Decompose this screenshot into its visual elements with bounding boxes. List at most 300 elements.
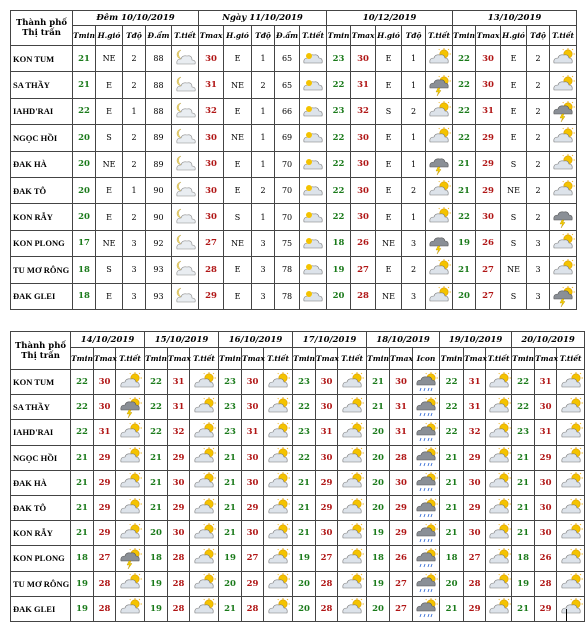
partly-sunny-icon [338,372,366,393]
value-cell: 32 [464,420,486,445]
value-cell: 22 [453,98,476,124]
value-cell: 22 [440,395,464,420]
value-cell: 1 [123,98,146,124]
value-cell: 30 [242,470,264,495]
value-cell: 23 [512,420,535,445]
value-cell: 66 [275,98,300,124]
value-cell: 20 [73,151,96,177]
weather-cell [300,204,327,230]
cloudy-icon [300,127,326,148]
value-cell: E [501,98,527,124]
weather-cell [116,546,145,571]
weather-cell [172,204,199,230]
value-cell: 21 [219,495,242,520]
table-row [11,283,577,309]
table-row [11,204,577,230]
value-cell: 1 [252,98,275,124]
value-cell: 21 [512,596,535,621]
column-header: Tmax [390,348,413,370]
value-cell: 30 [242,445,264,470]
cloudy-icon [300,286,326,307]
value-cell: 1 [252,151,275,177]
value-cell: 29 [94,495,116,520]
weather-cell [550,257,577,283]
value-cell: 22 [145,420,168,445]
value-cell: 21 [219,445,242,470]
weather-cell [300,98,327,124]
value-cell: 31 [199,72,224,98]
weather-cell [550,46,577,72]
column-header: Tmin [73,26,96,46]
value-cell: 21 [71,495,94,520]
weather-cell [557,470,585,495]
value-cell: 30 [535,495,557,520]
column-header: T.tiết [550,26,577,46]
value-cell: 21 [440,495,464,520]
table-row [11,395,585,420]
day-header: Ngày 11/10/2019 [199,11,327,26]
value-cell: 27 [94,546,116,571]
value-cell: 30 [464,470,486,495]
weather-cell [486,546,512,571]
partly-sunny-icon [557,447,584,468]
value-cell: 30 [316,445,338,470]
weather-cell [486,571,512,596]
partly-sunny-icon [338,498,366,519]
value-cell: 78 [275,257,300,283]
value-cell: 1 [402,125,426,151]
weather-cell [426,257,453,283]
value-cell: 22 [71,420,94,445]
partly-sunny-icon [486,498,511,519]
value-cell: S [501,230,527,256]
partly-sunny-icon [550,75,576,96]
partly-sunny-icon [550,127,576,148]
value-cell: 3 [527,283,550,309]
city-name: KON RẪY [11,521,71,546]
value-cell: 92 [146,230,172,256]
value-cell: 27 [390,571,413,596]
value-cell: 21 [367,370,390,395]
city-name: IAHD'RAI [11,98,73,124]
column-header: Tmax [199,26,224,46]
night-cloud-icon [172,259,198,280]
weather-cell [264,445,293,470]
value-cell: NE [501,257,527,283]
header-city-label [11,332,71,370]
night-cloud-icon [172,233,198,254]
table-row [11,98,577,124]
value-cell: 1 [252,204,275,230]
column-header: Tmin [327,26,351,46]
value-cell: 22 [327,151,351,177]
value-cell: 22 [453,72,476,98]
cloudy-icon [300,101,326,122]
value-cell: NE [376,230,402,256]
weather-cell [486,495,512,520]
value-cell: E [376,151,402,177]
column-header: Tđộ [527,26,550,46]
value-cell: 29 [476,125,501,151]
weather-cell [338,571,367,596]
partly-sunny-icon [116,598,144,619]
column-header: Tmax [168,348,190,370]
value-cell: E [376,125,402,151]
city-name: KON RẪY [11,204,73,230]
value-cell: 19 [219,546,242,571]
night-cloud-icon [172,75,198,96]
value-cell: 28 [94,571,116,596]
value-cell: 29 [316,495,338,520]
value-cell: 22 [145,395,168,420]
column-header: T.tiết [486,348,512,370]
partly-sunny-icon [426,101,452,122]
weather-cell [426,98,453,124]
weather-cell [426,177,453,203]
table-row [11,125,577,151]
weather-cell [264,596,293,621]
weather-cell [338,420,367,445]
value-cell: 20 [73,125,96,151]
partly-sunny-icon [190,422,218,443]
weather-cell [300,151,327,177]
weather-cell [486,596,512,621]
value-cell: S [501,151,527,177]
value-cell: 22 [73,98,96,124]
value-cell: 3 [402,283,426,309]
value-cell: 30 [535,470,557,495]
weather-cell [190,445,219,470]
value-cell: 89 [146,125,172,151]
partly-sunny-icon [264,422,292,443]
weather-cell [116,370,145,395]
column-header: H.gió [376,26,402,46]
weather-cell [172,98,199,124]
weather-cell [172,230,199,256]
value-cell: S [501,204,527,230]
value-cell: S [224,204,252,230]
value-cell: 30 [476,204,501,230]
value-cell: E [96,177,123,203]
value-cell: 29 [242,571,264,596]
day-header: Đêm 10/10/2019 [73,11,199,26]
partly-sunny-icon [190,447,218,468]
weather-cell [190,546,219,571]
value-cell: 29 [168,495,190,520]
value-cell: E [501,125,527,151]
weather-cell [116,445,145,470]
value-cell: 21 [512,521,535,546]
value-cell: 2 [402,257,426,283]
value-cell: 2 [252,72,275,98]
weather-cell [172,72,199,98]
day-header: 17/10/2019 [293,332,367,348]
header-city-line2: Thị trấn [22,28,61,38]
rain-shower-icon [413,447,439,468]
value-cell: 21 [440,470,464,495]
value-cell: 22 [327,125,351,151]
value-cell: E [376,204,402,230]
value-cell: 31 [535,420,557,445]
partly-sunny-icon [190,598,218,619]
cloudy-icon [300,75,326,96]
value-cell: 29 [390,495,413,520]
value-cell: 28 [168,596,190,621]
weather-cell [264,370,293,395]
column-header: Tmax [351,26,376,46]
value-cell: 3 [123,283,146,309]
day-header: 10/12/2019 [327,11,453,26]
value-cell: 89 [146,151,172,177]
column-header: Icon [413,348,440,370]
table-row [11,596,585,621]
value-cell: 29 [199,283,224,309]
weather-cell [426,230,453,256]
value-cell: 21 [293,495,316,520]
value-cell: 30 [316,521,338,546]
table-row [11,72,577,98]
column-header: Tmax [94,348,116,370]
column-header: Tmin [453,26,476,46]
value-cell: 28 [390,445,413,470]
weather-cell [413,546,440,571]
value-cell: 29 [535,596,557,621]
value-cell: 29 [94,521,116,546]
value-cell: 28 [464,571,486,596]
weather-cell [413,470,440,495]
value-cell: 3 [527,230,550,256]
value-cell: E [96,283,123,309]
value-cell: 20 [73,204,96,230]
value-cell: 1 [402,151,426,177]
weather-cell [264,395,293,420]
weather-cell [116,420,145,445]
value-cell: S [96,125,123,151]
value-cell: 31 [316,420,338,445]
weather-cell [486,521,512,546]
weather-cell [300,283,327,309]
thunderstorm-sun-icon [116,397,144,418]
partly-sunny-icon [116,498,144,519]
weather-cell [264,571,293,596]
weather-cell [426,151,453,177]
day-header: 13/10/2019 [453,11,577,26]
rain-shower-icon [413,548,439,569]
header-city-line2: Thị trấn [21,350,60,361]
partly-sunny-icon [550,259,576,280]
weather-cell [190,395,219,420]
weather-cell [557,370,585,395]
value-cell: 2 [123,46,146,72]
city-name: NGỌC HỒI [11,445,71,470]
value-cell: 30 [316,370,338,395]
value-cell: 28 [316,571,338,596]
value-cell: 28 [351,283,376,309]
city-name: ĐAK GLEI [11,283,73,309]
thunderstorm-sun-icon [426,75,452,96]
value-cell: NE [96,46,123,72]
value-cell: 21 [512,445,535,470]
weather-cell [190,420,219,445]
cloudy-icon [300,233,326,254]
column-header: T.tiết [426,26,453,46]
value-cell: E [224,46,252,72]
city-name: ĐAK HÀ [11,151,73,177]
forecast-table-2 [10,331,585,622]
partly-sunny-icon [486,372,511,393]
value-cell: 93 [146,283,172,309]
weather-cell [557,445,585,470]
weather-cell [300,257,327,283]
partly-sunny-icon [550,154,576,175]
value-cell: 2 [123,72,146,98]
weather-cell [338,445,367,470]
value-cell: 29 [94,445,116,470]
value-cell: E [376,46,402,72]
text-cursor [566,609,567,621]
value-cell: 3 [527,257,550,283]
value-cell: NE [224,230,252,256]
value-cell: E [501,46,527,72]
table-row [11,470,585,495]
city-name: ĐAK GLEI [11,596,71,621]
value-cell: 18 [512,546,535,571]
partly-sunny-icon [116,472,144,493]
rain-shower-icon [413,372,439,393]
value-cell: NE [224,72,252,98]
value-cell: 28 [168,571,190,596]
weather-cell [550,230,577,256]
value-cell: 23 [219,395,242,420]
partly-sunny-icon [338,397,366,418]
partly-sunny-icon [190,498,218,519]
weather-cell [550,204,577,230]
weather-cell [557,521,585,546]
weather-cell [264,521,293,546]
column-header: T.tiết [172,26,199,46]
partly-sunny-icon [264,548,292,569]
value-cell: S [376,98,402,124]
city-name: ĐAK TÔ [11,177,73,203]
partly-sunny-icon [486,397,511,418]
value-cell: 19 [367,571,390,596]
value-cell: 1 [252,46,275,72]
weather-cell [190,470,219,495]
column-header: Tmin [367,348,390,370]
night-cloud-icon [172,154,198,175]
value-cell: E [376,257,402,283]
cloudy-icon [300,207,326,228]
partly-sunny-icon [426,207,452,228]
weather-cell [116,495,145,520]
value-cell: 2 [252,177,275,203]
value-cell: 2 [527,125,550,151]
value-cell: 20 [145,521,168,546]
value-cell: 30 [476,72,501,98]
value-cell: 26 [476,230,501,256]
value-cell: 18 [327,230,351,256]
city-name: TU MƠ RÔNG [11,257,73,283]
value-cell: 21 [440,445,464,470]
weather-cell [190,596,219,621]
value-cell: 22 [453,204,476,230]
value-cell: 30 [242,395,264,420]
night-cloud-icon [172,207,198,228]
table-row [11,546,585,571]
value-cell: 21 [367,395,390,420]
partly-sunny-icon [116,573,144,594]
city-name: TU MƠ RÔNG [11,571,71,596]
value-cell: 19 [145,596,168,621]
value-cell: 21 [512,470,535,495]
cloudy-icon [300,259,326,280]
partly-sunny-icon [557,598,584,619]
column-header: Tmax [535,348,557,370]
weather-cell [557,546,585,571]
weather-cell [413,495,440,520]
partly-sunny-icon [338,472,366,493]
partly-sunny-icon [190,472,218,493]
thunderstorm-icon [550,207,576,228]
value-cell: 22 [440,420,464,445]
weather-cell [550,98,577,124]
value-cell: 29 [464,596,486,621]
value-cell: E [96,204,123,230]
value-cell: 27 [351,257,376,283]
value-cell: 22 [327,72,351,98]
partly-sunny-icon [426,286,452,307]
value-cell: 21 [512,495,535,520]
value-cell: 2 [123,125,146,151]
city-name: SA THẦY [11,395,71,420]
partly-sunny-icon [264,447,292,468]
partly-sunny-icon [338,598,366,619]
column-header: T.tiết [116,348,145,370]
value-cell: 20 [440,571,464,596]
value-cell: 2 [123,151,146,177]
weather-cell [264,495,293,520]
value-cell: 21 [73,46,96,72]
value-cell: 29 [476,151,501,177]
column-header: Tđộ [123,26,146,46]
weather-cell [426,125,453,151]
column-header: Tmin [512,348,535,370]
value-cell: 31 [351,72,376,98]
value-cell: 30 [351,177,376,203]
cloudy-icon [300,48,326,69]
forecast-table-1 [10,10,577,310]
value-cell: 30 [476,46,501,72]
weather-cell [172,257,199,283]
weather-cell [172,283,199,309]
value-cell: 21 [453,151,476,177]
value-cell: 30 [316,395,338,420]
weather-cell [338,596,367,621]
value-cell: 2 [402,98,426,124]
city-name: KON PLONG [11,546,71,571]
value-cell: 3 [123,230,146,256]
value-cell: 29 [464,445,486,470]
partly-sunny-icon [338,422,366,443]
value-cell: 26 [390,546,413,571]
weather-cell [264,546,293,571]
value-cell: 22 [327,177,351,203]
value-cell: 20 [367,420,390,445]
partly-sunny-icon [264,498,292,519]
value-cell: 30 [94,370,116,395]
partly-sunny-icon [557,397,584,418]
value-cell: 29 [535,445,557,470]
